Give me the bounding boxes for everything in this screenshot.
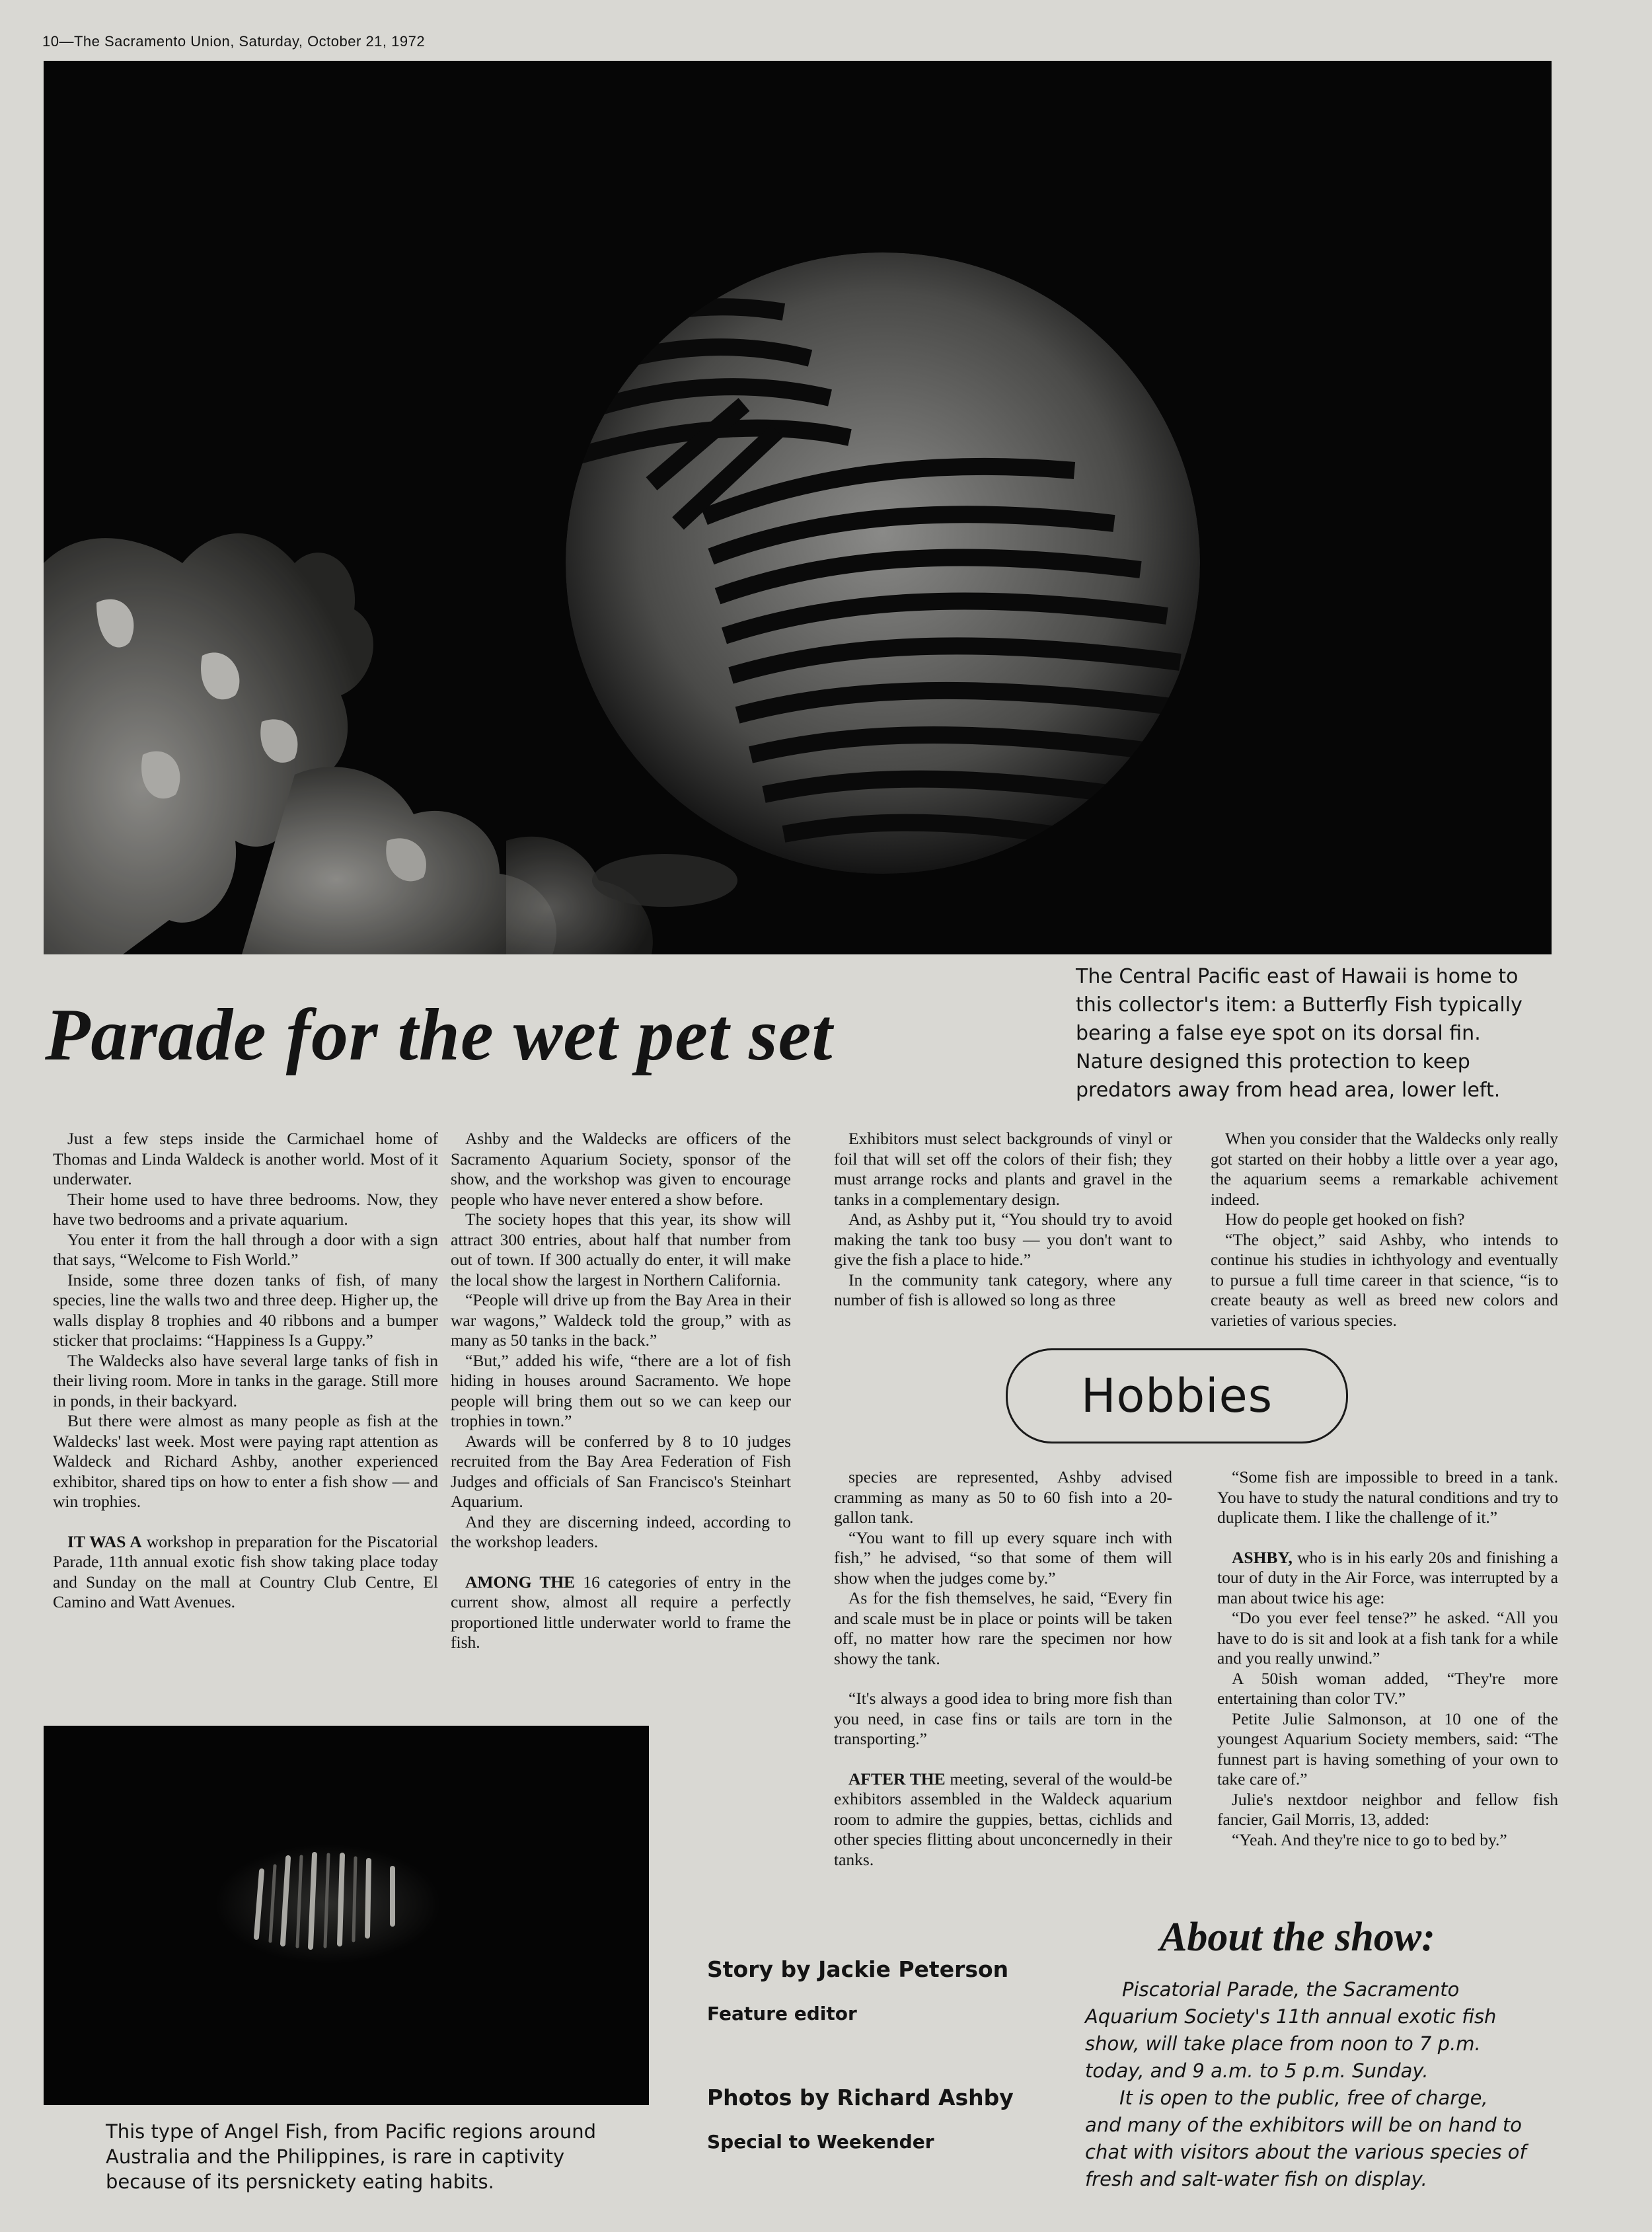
- paragraph: And, as Ashby put it, “You should try to avoid making the tank too busy — you don't want to give the fish a place to hide.”: [834, 1210, 1172, 1269]
- paragraph: But there were almost as many people as fish at the Waldecks' last week. Most were paying rapt attention as Waldeck and Richard Ashby, another experienced exhibitor, shared tips on how to enter a fish show — and win trophies.: [53, 1411, 438, 1511]
- paragraph: IT WAS A workshop in preparation for the Piscatorial Parade, 11th annual exotic fish show taking place today and Sunday on the mall at Country Club Centre, El Camino and Watt Avenues.: [53, 1531, 438, 1611]
- lead-in: AFTER THE: [848, 1769, 946, 1789]
- photo-credit: Photos by Richard Ashby: [707, 2085, 1014, 2110]
- angel-fish-photo: [44, 1726, 649, 2105]
- about-the-show-box: [1085, 1976, 1529, 2193]
- paragraph: Inside, some three dozen tanks of fish, of many species, line the walls two and three deep. Higher up, the walls display 8 trophies and 40 ribbons and a bumper sticker that proclaims: “Happiness Is a Guppy.”: [53, 1270, 438, 1350]
- paragraph: Ashby and the Waldecks are officers of the Sacramento Aquarium Society, sponsor of the show, and the workshop was given to encourage people who have never entered a show before.: [451, 1129, 791, 1209]
- page-folio: 10—The Sacramento Union, Saturday, October 21, 1972: [42, 33, 426, 50]
- paragraph: Just a few steps inside the Carmichael home of Thomas and Linda Waldeck is another world. Most of it underwater.: [53, 1129, 438, 1188]
- paragraph: “Some fish are impossible to breed in a tank. You have to study the natural conditions and try to duplicate them. I like the challenge of it.”: [1217, 1467, 1558, 1527]
- paragraph: The Waldecks also have several large tanks of fish in their living room. More in tanks in the garage. Still more in ponds, in their backyard.: [53, 1350, 438, 1410]
- paragraph: AMONG THE 16 categories of entry in the current show, almost all require a perfectly proportioned little underwater world to frame the fish.: [451, 1572, 791, 1652]
- paragraph: In the community tank category, where any number of fish is allowed so long as three: [834, 1270, 1172, 1309]
- lead-in: ASHBY,: [1232, 1547, 1293, 1567]
- paragraph: A 50ish woman added, “They're more entertaining than color TV.”: [1217, 1668, 1558, 1708]
- paragraph: How do people get hooked on fish?: [1225, 1210, 1465, 1229]
- paragraph: As for the fish themselves, he said, “Every fin and scale must be in place or points will be taken off, no matter how rare the specimen nor how showy the tank.: [834, 1588, 1172, 1668]
- paragraph: It is open to the public, free of charge, and many of the exhibitors will be on hand to chat with visitors about the various species of fresh and salt-water fish on display.: [1085, 2087, 1526, 2190]
- paragraph: Julie's nextdoor neighbor and fellow fish fancier, Gail Morris, 13, added:: [1217, 1789, 1558, 1829]
- paragraph: When you consider that the Waldecks only really got started on their hobby a little over a year ago, the aquarium seems a remarkable achivement indeed.: [1211, 1129, 1558, 1209]
- paragraph: “The object,” said Ashby, who intends to continue his studies in ichthyology and eventually to pursue a full time career in that science, “is to create beauty as well as breed new colors and varieties of various species.: [1211, 1229, 1558, 1330]
- paragraph: You enter it from the hall through a door with a sign that says, “Welcome to Fish World.”: [53, 1229, 438, 1269]
- paragraph: “People will drive up from the Bay Area in their war wagons,” Waldeck told the group,” with as many as 50 tanks in the back.”: [451, 1290, 791, 1350]
- paragraph: Piscatorial Parade, the Sacramento Aquarium Society's 11th annual exotic fish show, will take place from noon to 7 p.m. today, and 9 a.m. to 5 p.m. Sunday.: [1085, 1978, 1497, 2082]
- paragraph: Their home used to have three bedrooms. Now, they have two bedrooms and a private aquarium.: [53, 1189, 438, 1229]
- article-column-1: [53, 1129, 438, 1613]
- paragraph: ASHBY, who is in his early 20s and finishing a tour of duty in the Air Force, was interrupted by a man about twice his age:: [1217, 1547, 1558, 1607]
- paragraph: Petite Julie Salmonson, at 10 one of the youngest Aquarium Society members, said: “The funnest part is having something of your own to take care of.”: [1217, 1709, 1558, 1789]
- article-column-4-bottom: [1217, 1467, 1558, 1850]
- story-credit-role: Feature editor: [707, 2003, 857, 2024]
- paragraph: “Do you ever feel tense?” he asked. “All you have to do is sit and look at a fish tank for a while and you really unwind.”: [1217, 1608, 1558, 1668]
- story-credit: Story by Jackie Peterson: [707, 1956, 1009, 1982]
- article-column-2: [451, 1129, 791, 1653]
- paragraph: Exhibitors must select backgrounds of vinyl or foil that will set off the colors of their fish; they must arrange rocks and plants and gravel in the tanks in a complementary design.: [834, 1129, 1172, 1209]
- paragraph: species are represented, Ashby advised cramming as many as 50 to 60 fish into a 20-gallon tank.: [834, 1467, 1172, 1527]
- lead-in: IT WAS A: [67, 1531, 142, 1551]
- paragraph: The society hopes that this year, its show will attract 300 entries, about half that number from out of town. If 300 actually do enter, it will make the local show the largest in Northern California.: [451, 1210, 791, 1289]
- butterfly-fish-caption: The Central Pacific east of Hawaii is home to this collector's item: a Butterfly Fish typically bearing a false eye spot on its dorsal fin. Nature designed this protection to keep predators away from head area, lower left.: [1076, 965, 1522, 1102]
- paragraph: AFTER THE meeting, several of the would-be exhibitors assembled in the Waldeck aquarium room to admire the guppies, bettas, cichlids and other species flitting about unconcernedly in their tanks.: [834, 1769, 1172, 1869]
- paragraph: And they are discerning indeed, according to the workshop leaders.: [451, 1512, 791, 1551]
- about-the-show-heading: About the show:: [1160, 1915, 1435, 1960]
- hobbies-section-label: Hobbies: [1006, 1348, 1348, 1443]
- paragraph: “You want to fill up every square inch with fish,” he advised, “so that some of them will show when the judges come by.”: [834, 1527, 1172, 1588]
- article-column-4-top: [1211, 1129, 1558, 1330]
- paragraph: Awards will be conferred by 8 to 10 judges recruited from the Bay Area Federation of Fish Judges and officials of San Francisco's Steinhart Aquarium.: [451, 1431, 791, 1511]
- article-column-3-top: [834, 1129, 1172, 1311]
- photo-credit-role: Special to Weekender: [707, 2131, 934, 2153]
- paragraph: “But,” added his wife, “there are a lot of fish hiding in houses around Sacramento. We hope people will bring them out so we can keep our trophies in town.”: [451, 1350, 791, 1430]
- headline: Parade for the wet pet set: [45, 994, 833, 1076]
- paragraph: “It's always a good idea to bring more fish than you need, in case fins or tails are torn in the transporting.”: [834, 1689, 1172, 1748]
- article-column-3-bottom: [834, 1467, 1172, 1870]
- lead-in: AMONG THE: [465, 1572, 576, 1592]
- butterfly-fish-photo: [44, 61, 1552, 954]
- angel-fish-caption: This type of Angel Fish, from Pacific regions around Australia and the Philippines, is rare in captivity because of its persnickety eating habits.: [106, 2120, 597, 2193]
- paragraph: “Yeah. And they're nice to go to bed by.”: [1232, 1829, 1507, 1849]
